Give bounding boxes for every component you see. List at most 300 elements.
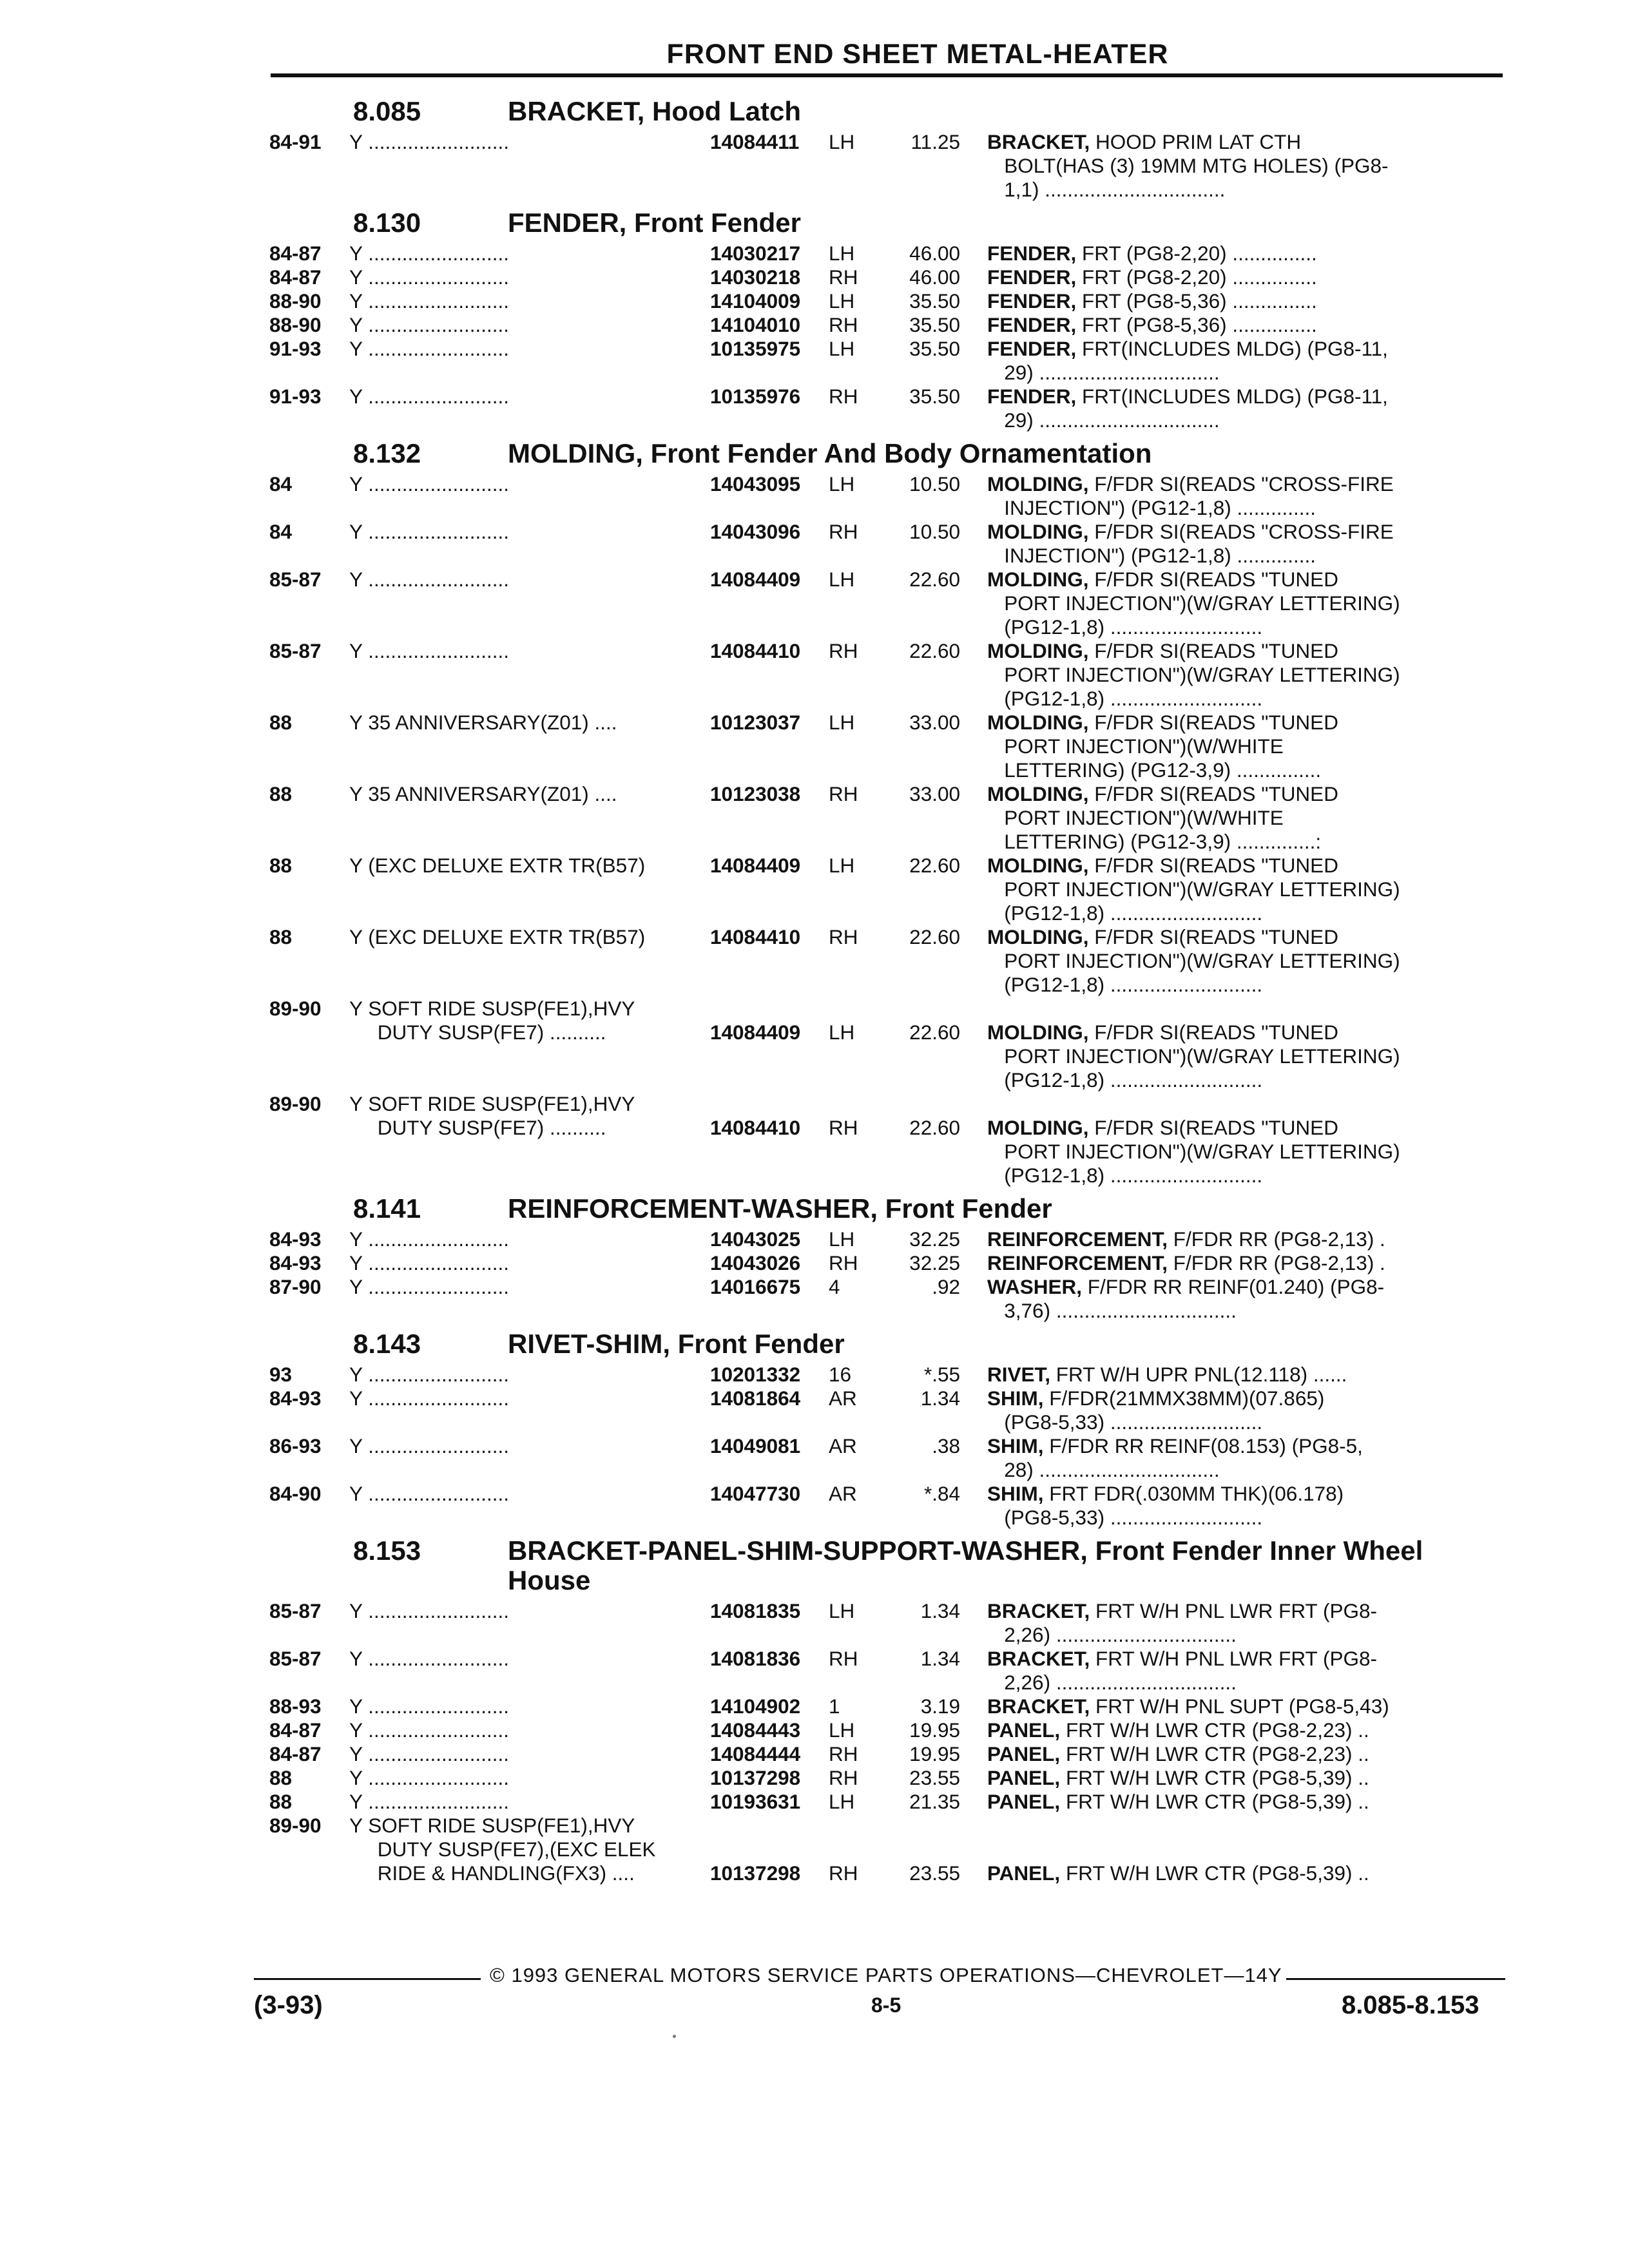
section-heading (0, 439, 1629, 468)
section-title: BRACKET-PANEL-SHIM-SUPPORT-WASHER, Front Fender Inner Wheel House (508, 1535, 1423, 1595)
part-description (987, 1482, 1469, 1530)
quantity: LH (829, 130, 855, 153)
price: 35.50 (909, 337, 960, 360)
section-title: REINFORCEMENT-WASHER, Front Fender (508, 1193, 1052, 1224)
part-description (987, 130, 1469, 202)
part-details: FRT W/H LWR CTR (PG8-5,39) .. (1060, 1861, 1369, 1885)
part-details: FRT W/H LWR CTR (PG8-5,39) .. (1060, 1766, 1369, 1789)
section-number: 8.141 (353, 1193, 421, 1224)
part-details: F/FDR RR (PG8-2,13) . (1168, 1251, 1385, 1274)
part-number: 14104010 (710, 313, 801, 336)
part-row (0, 265, 1629, 289)
model-year: 88 (269, 1790, 293, 1813)
part-name: FENDER, (987, 337, 1077, 360)
part-number: 14084409 (710, 568, 801, 591)
catalog-section (0, 97, 1629, 202)
model-year: 88 (269, 925, 293, 948)
part-description (987, 1275, 1469, 1323)
price: 21.35 (909, 1790, 960, 1813)
part-details: FRT W/H PNL SUPT (PG8-5,43) (1090, 1695, 1389, 1718)
price: 11.25 (911, 130, 960, 153)
part-name: MOLDING, (987, 854, 1089, 877)
part-description (987, 1695, 1469, 1718)
model-applicability: Y ......................... (349, 1599, 509, 1622)
part-details: F/FDR RR REINF(01.240) (PG8- 3,76) ................................ (1004, 1275, 1385, 1322)
model-applicability: Y ......................... (349, 1718, 509, 1742)
price: 35.50 (909, 289, 960, 312)
scan-speck (673, 2035, 676, 2038)
quantity: AR (829, 1434, 857, 1457)
quantity: LH (829, 568, 855, 591)
part-row (0, 997, 1629, 1092)
part-name: FENDER, (987, 313, 1077, 336)
part-name: MOLDING, (987, 472, 1089, 495)
model-year: 84 (269, 520, 293, 543)
price: 23.55 (909, 1861, 960, 1885)
price: 22.60 (909, 1021, 960, 1044)
part-name: MOLDING, (987, 1116, 1089, 1139)
part-details: FRT W/H LWR CTR (PG8-5,39) .. (1060, 1790, 1369, 1813)
part-number: 14084410 (710, 1116, 801, 1139)
part-row (0, 337, 1629, 385)
price: 46.00 (909, 265, 960, 289)
price: 10.50 (909, 472, 960, 495)
price: 10.50 (909, 520, 960, 543)
part-details: FRT FDR(.030MM THK)(06.178) (PG8-5,33) ........................... (1004, 1482, 1344, 1529)
model-applicability: Y ......................... (349, 130, 509, 153)
part-description (987, 1092, 1469, 1187)
part-number: 14084409 (710, 854, 801, 877)
quantity: LH (829, 1599, 855, 1622)
model-year: 84-93 (269, 1227, 322, 1251)
part-number: 14043095 (710, 472, 801, 495)
price: 1.34 (920, 1599, 960, 1622)
quantity: LH (829, 472, 855, 495)
footer-section-range: 8.085-8.153 (1342, 1991, 1480, 2019)
part-row (0, 925, 1629, 997)
part-description (987, 1387, 1469, 1434)
section-title: BRACKET, Hood Latch (508, 96, 801, 126)
model-applicability: Y ......................... (349, 1647, 509, 1670)
part-number: 14084443 (710, 1718, 801, 1742)
part-description (987, 639, 1469, 711)
footer-copyright: © 1993 GENERAL MOTORS SERVICE PARTS OPERATIONS—CHEVROLET—14Y (490, 1964, 1282, 1986)
model-year: 84-87 (269, 242, 322, 265)
part-details: F/FDR SI(READS "CROSS-FIRE INJECTION") (PG12-1,8) .............. (1004, 520, 1394, 567)
model-year: 88 (269, 854, 293, 877)
part-row (0, 1647, 1629, 1695)
part-number: 14081835 (710, 1599, 801, 1622)
price: 3.19 (920, 1695, 960, 1718)
part-number: 10193631 (710, 1790, 801, 1813)
price: 22.60 (909, 854, 960, 877)
part-name: MOLDING, (987, 1021, 1089, 1044)
model-year: 88 (269, 1766, 293, 1789)
part-details: FRT W/H PNL LWR FRT (PG8- 2,26) ................................ (1004, 1647, 1377, 1694)
part-details: FRT(INCLUDES MLDG) (PG8-11, 29) ................................ (1004, 337, 1388, 384)
model-applicability: Y ......................... (349, 472, 509, 495)
part-description (987, 1363, 1469, 1387)
quantity: RH (829, 1742, 858, 1765)
part-number: 14081864 (710, 1387, 801, 1410)
part-details: FRT (PG8-5,36) ............... (1076, 313, 1317, 336)
catalog-section (0, 439, 1629, 1187)
part-number: 10137298 (710, 1766, 801, 1789)
parts-catalog-body (0, 90, 1629, 1885)
quantity: RH (829, 385, 858, 408)
part-description (987, 289, 1469, 313)
part-name: FENDER, (987, 265, 1077, 289)
page-title: FRONT END SHEET METAL-HEATER (666, 39, 1169, 70)
model-year: 88-93 (269, 1695, 322, 1718)
model-year: 84-87 (269, 265, 322, 289)
part-row (0, 1482, 1629, 1530)
part-number: 14049081 (710, 1434, 801, 1457)
model-applicability: Y ......................... (349, 385, 509, 408)
part-description (987, 1227, 1469, 1251)
quantity: RH (829, 265, 858, 289)
price: 46.00 (909, 242, 960, 265)
quantity: LH (829, 854, 855, 877)
model-applicability: Y ......................... (349, 1251, 509, 1274)
price: .38 (932, 1434, 960, 1457)
catalog-section (0, 208, 1629, 432)
price: *.55 (923, 1363, 960, 1386)
price: 1.34 (920, 1387, 960, 1410)
part-description (987, 385, 1469, 432)
model-applicability: Y ......................... (349, 520, 509, 543)
model-year: 84 (269, 472, 293, 495)
price: 1.34 (920, 1647, 960, 1670)
part-row (0, 568, 1629, 639)
price: 19.95 (909, 1718, 960, 1742)
model-year: 84-93 (269, 1387, 322, 1410)
part-name: RIVET, (987, 1363, 1051, 1386)
quantity: AR (829, 1482, 857, 1505)
quantity: RH (829, 520, 858, 543)
part-number: 14084411 (710, 130, 800, 153)
part-name: BRACKET, (987, 1647, 1090, 1670)
part-details: FRT W/H LWR CTR (PG8-2,23) .. (1060, 1718, 1369, 1742)
part-name: PANEL, (987, 1718, 1061, 1742)
price: 22.60 (909, 639, 960, 662)
model-year: 93 (269, 1363, 293, 1386)
part-row (0, 289, 1629, 313)
model-year: 91-93 (269, 337, 322, 360)
quantity: 1 (829, 1695, 840, 1718)
model-year: 91-93 (269, 385, 322, 408)
quantity: LH (829, 289, 855, 312)
part-row (0, 242, 1629, 265)
price: .92 (932, 1275, 960, 1298)
footer-page-number: 8-5 (871, 1994, 901, 2017)
part-details: FRT W/H PNL LWR FRT (PG8- 2,26) ................................ (1004, 1599, 1377, 1646)
section-heading (0, 97, 1629, 126)
part-name: MOLDING, (987, 639, 1089, 662)
quantity: RH (829, 1647, 858, 1670)
model-applicability: Y ......................... (349, 1363, 509, 1386)
quantity: AR (829, 1387, 857, 1410)
part-row (0, 1251, 1629, 1275)
part-number: 10137298 (710, 1861, 801, 1885)
part-description (987, 854, 1469, 925)
part-description (987, 1599, 1469, 1647)
part-details: F/FDR SI(READS "TUNED PORT INJECTION")(W/WHITE LETTERING) (PG12-3,9) ............... (1004, 711, 1338, 782)
part-details: FRT (PG8-2,20) ............... (1076, 265, 1317, 289)
part-description (987, 925, 1469, 997)
price: 23.55 (909, 1766, 960, 1789)
model-year: 85-87 (269, 1599, 322, 1622)
part-row (0, 711, 1629, 782)
part-row (0, 1227, 1629, 1251)
part-number: 14104902 (710, 1695, 801, 1718)
part-row (0, 782, 1629, 854)
model-applicability: Y ......................... (349, 242, 509, 265)
part-number: 14030217 (710, 242, 801, 265)
catalog-section (0, 1536, 1629, 1885)
part-name: WASHER, (987, 1275, 1083, 1298)
model-applicability: Y (EXC DELUXE EXTR TR(B57) (349, 854, 646, 877)
part-description (987, 1251, 1469, 1275)
part-row (0, 520, 1629, 568)
part-row (0, 1092, 1629, 1187)
part-number: 14047730 (710, 1482, 801, 1505)
model-applicability: Y ......................... (349, 568, 509, 591)
quantity: LH (829, 1021, 855, 1044)
model-year: 85-87 (269, 639, 322, 662)
part-name: PANEL, (987, 1861, 1061, 1885)
part-description (987, 782, 1469, 854)
price: 22.60 (909, 925, 960, 948)
part-name: SHIM, (987, 1482, 1044, 1505)
price: 35.50 (909, 385, 960, 408)
part-row (0, 854, 1629, 925)
part-name: FENDER, (987, 289, 1077, 312)
model-applicability: Y ......................... (349, 1790, 509, 1813)
part-description (987, 472, 1469, 520)
model-applicability: Y 35 ANNIVERSARY(Z01) .... (349, 711, 617, 734)
section-title: MOLDING, Front Fender And Body Ornamentation (508, 438, 1152, 468)
price: 32.25 (909, 1251, 960, 1274)
part-description (987, 568, 1469, 639)
section-heading (0, 1536, 1629, 1595)
footer-rule-right (1286, 1978, 1505, 1980)
model-applicability: Y (EXC DELUXE EXTR TR(B57) (349, 925, 646, 948)
part-number: 14043096 (710, 520, 801, 543)
part-description (987, 242, 1469, 265)
quantity: RH (829, 313, 858, 336)
model-year: 89-90 (269, 1092, 322, 1115)
part-number: 10135975 (710, 337, 801, 360)
model-year: 88-90 (269, 313, 322, 336)
part-row (0, 313, 1629, 337)
model-applicability: Y ......................... (349, 265, 509, 289)
part-row (0, 1387, 1629, 1434)
model-applicability: Y ......................... (349, 1434, 509, 1457)
part-name: REINFORCEMENT, (987, 1251, 1168, 1274)
part-name: MOLDING, (987, 711, 1089, 734)
quantity: 4 (829, 1275, 840, 1298)
catalog-section (0, 1194, 1629, 1323)
price: 19.95 (909, 1742, 960, 1765)
quantity: RH (829, 1116, 858, 1139)
section-heading (0, 1329, 1629, 1359)
quantity: LH (829, 1790, 855, 1813)
part-row (0, 1695, 1629, 1718)
part-name: BRACKET, (987, 130, 1090, 153)
part-row (0, 385, 1629, 432)
part-description (987, 1647, 1469, 1695)
model-year: 88-90 (269, 289, 322, 312)
model-applicability: Y ......................... (349, 289, 509, 312)
quantity: RH (829, 1251, 858, 1274)
model-applicability: Y ......................... (349, 313, 509, 336)
part-row (0, 1434, 1629, 1482)
part-number: 14084444 (710, 1742, 801, 1765)
part-details: F/FDR(21MMX38MM)(07.865) (PG8-5,33) ........................... (1004, 1387, 1325, 1434)
part-description (987, 711, 1469, 782)
part-details: F/FDR SI(READS "TUNED PORT INJECTION")(W/WHITE LETTERING) (PG12-3,9) ..............: (1004, 782, 1338, 853)
model-applicability: Y ......................... (349, 1695, 509, 1718)
part-number: 10123038 (710, 782, 801, 805)
part-description (987, 337, 1469, 385)
part-row (0, 1766, 1629, 1790)
model-year: 84-87 (269, 1718, 322, 1742)
model-year: 84-91 (269, 130, 322, 153)
model-year: 84-90 (269, 1482, 322, 1505)
price: 33.00 (909, 782, 960, 805)
model-applicability: Y ......................... (349, 1742, 509, 1765)
part-description (987, 1790, 1469, 1814)
part-details: FRT(INCLUDES MLDG) (PG8-11, 29) ................................ (1004, 385, 1388, 432)
part-details: F/FDR SI(READS "CROSS-FIRE INJECTION") (PG12-1,8) .............. (1004, 472, 1394, 519)
price: 35.50 (909, 313, 960, 336)
footer-date: (3-93) (254, 1991, 323, 2019)
part-row (0, 1599, 1629, 1647)
model-year: 85-87 (269, 568, 322, 591)
part-row (0, 1363, 1629, 1387)
part-description (987, 265, 1469, 289)
model-applicability: Y ......................... (349, 1387, 509, 1410)
header-rule (271, 73, 1503, 77)
model-applicability: Y ......................... (349, 337, 509, 360)
part-number: 14084410 (710, 925, 801, 948)
section-number: 8.085 (353, 96, 421, 126)
model-applicability: Y 35 ANNIVERSARY(Z01) .... (349, 782, 617, 805)
quantity: RH (829, 925, 858, 948)
part-number: 10123037 (710, 711, 801, 734)
part-description (987, 1742, 1469, 1766)
part-name: PANEL, (987, 1790, 1061, 1813)
part-number: 14084409 (710, 1021, 801, 1044)
footer-rule-left (254, 1978, 481, 1980)
part-description (987, 997, 1469, 1092)
model-applicability: Y SOFT RIDE SUSP(FE1),HVY DUTY SUSP(FE7) .......... (349, 997, 635, 1044)
quantity: LH (829, 337, 855, 360)
part-details: F/FDR SI(READS "TUNED PORT INJECTION")(W/GRAY LETTERING) (PG12-1,8) ........................... (1004, 568, 1400, 639)
part-description (987, 313, 1469, 337)
quantity: RH (829, 1861, 858, 1885)
part-name: MOLDING, (987, 568, 1089, 591)
price: 22.60 (909, 568, 960, 591)
part-details: FRT W/H LWR CTR (PG8-2,23) .. (1060, 1742, 1369, 1765)
part-description (987, 1718, 1469, 1742)
model-year: 84-93 (269, 1251, 322, 1274)
part-description (987, 520, 1469, 568)
model-applicability: Y ......................... (349, 1227, 509, 1251)
part-row (0, 130, 1629, 202)
quantity: RH (829, 639, 858, 662)
part-name: BRACKET, (987, 1695, 1090, 1718)
quantity: RH (829, 1766, 858, 1789)
part-number: 14016675 (710, 1275, 801, 1298)
part-name: PANEL, (987, 1766, 1061, 1789)
part-details: FRT (PG8-2,20) ............... (1076, 242, 1317, 265)
model-applicability: Y ......................... (349, 1766, 509, 1789)
section-heading (0, 1194, 1629, 1224)
price: 32.25 (909, 1227, 960, 1251)
model-year: 89-90 (269, 1814, 322, 1837)
model-applicability: Y SOFT RIDE SUSP(FE1),HVY DUTY SUSP(FE7),(EXC ELEK RIDE & HANDLING(FX3) .... (349, 1814, 656, 1885)
part-name: MOLDING, (987, 925, 1089, 948)
model-year: 84-87 (269, 1742, 322, 1765)
model-year: 85-87 (269, 1647, 322, 1670)
part-name: FENDER, (987, 242, 1077, 265)
part-details: F/FDR SI(READS "TUNED PORT INJECTION")(W/GRAY LETTERING) (PG12-1,8) ........................... (1004, 854, 1400, 925)
price: *.84 (923, 1482, 960, 1505)
model-year: 87-90 (269, 1275, 322, 1298)
part-name: REINFORCEMENT, (987, 1227, 1168, 1251)
part-row (0, 1742, 1629, 1766)
quantity: LH (829, 711, 855, 734)
part-details: FRT (PG8-5,36) ............... (1076, 289, 1317, 312)
section-number: 8.153 (353, 1535, 421, 1566)
section-title: RIVET-SHIM, Front Fender (508, 1329, 845, 1359)
part-number: 10201332 (710, 1363, 801, 1386)
part-name: MOLDING, (987, 782, 1089, 805)
section-number: 8.130 (353, 207, 421, 238)
part-name: SHIM, (987, 1434, 1044, 1457)
section-number: 8.132 (353, 438, 421, 468)
part-details: FRT W/H UPR PNL(12.118) ...... (1050, 1363, 1347, 1386)
part-number: 14043025 (710, 1227, 801, 1251)
model-year: 88 (269, 782, 293, 805)
part-number: 14030218 (710, 265, 801, 289)
model-applicability: Y ......................... (349, 639, 509, 662)
part-number: 14084410 (710, 639, 801, 662)
part-row (0, 1814, 1629, 1885)
part-row (0, 1718, 1629, 1742)
part-row (0, 1275, 1629, 1323)
part-name: MOLDING, (987, 520, 1089, 543)
quantity: LH (829, 1718, 855, 1742)
part-name: FENDER, (987, 385, 1077, 408)
part-description (987, 1814, 1469, 1885)
part-row (0, 1790, 1629, 1814)
section-title: FENDER, Front Fender (508, 207, 802, 238)
quantity: RH (829, 782, 858, 805)
part-number: 14081836 (710, 1647, 801, 1670)
model-year: 89-90 (269, 997, 322, 1020)
part-row (0, 639, 1629, 711)
part-details: HOOD PRIM LAT CTH BOLT(HAS (3) 19MM MTG HOLES) (PG8- 1,1) ................................ (1004, 130, 1389, 201)
part-details: F/FDR RR REINF(08.153) (PG8-5, 28) ................................ (1004, 1434, 1363, 1481)
model-applicability: Y ......................... (349, 1482, 509, 1505)
part-description (987, 1766, 1469, 1790)
part-details: F/FDR SI(READS "TUNED PORT INJECTION")(W/GRAY LETTERING) (PG12-1,8) ........................... (1004, 1021, 1400, 1091)
part-name: BRACKET, (987, 1599, 1090, 1622)
model-year: 88 (269, 711, 293, 734)
